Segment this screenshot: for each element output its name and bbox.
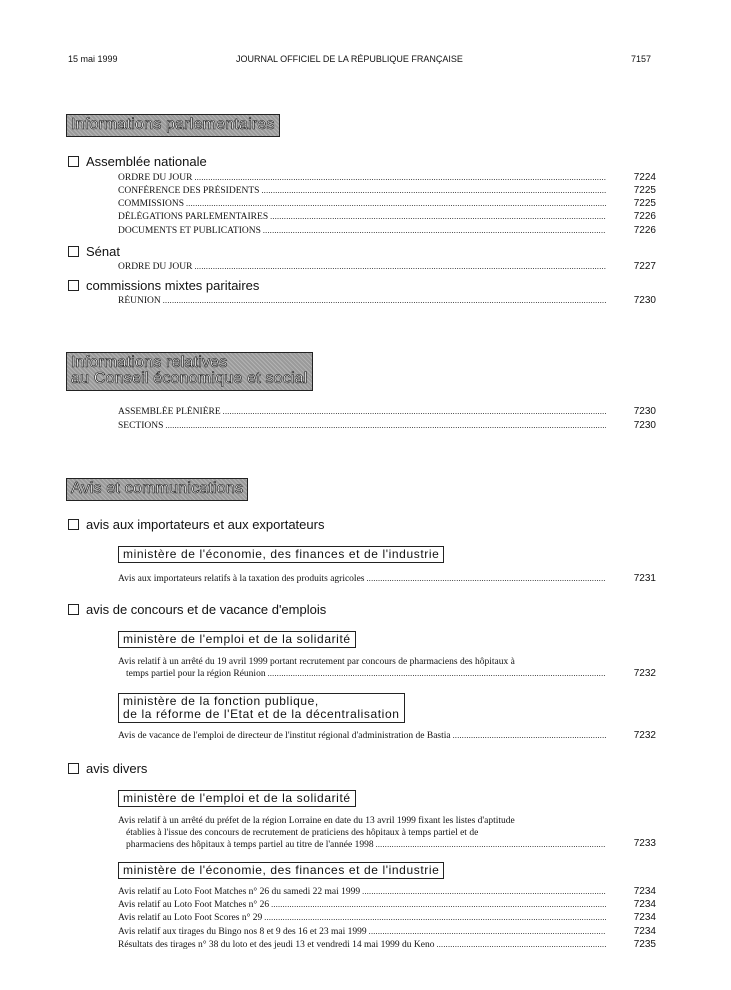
dot-leader xyxy=(194,172,606,184)
notice-paragraph xyxy=(118,656,606,680)
entry-label: SECTIONS xyxy=(118,421,164,431)
ministry-label: ministère de l'économie, des finances et de l'industrie xyxy=(123,547,440,561)
dot-leader xyxy=(194,261,606,273)
entry-label: Avis relatif au Loto Foot Matches n° 26 xyxy=(118,900,270,910)
toc-entry xyxy=(118,926,606,938)
ministry-heading xyxy=(118,693,405,723)
ministry-heading xyxy=(118,790,356,807)
banner-conseil-economique xyxy=(66,352,313,391)
section-avis-concours xyxy=(68,602,326,617)
toc-entry xyxy=(118,939,606,951)
section-title: avis de concours et de vacance d'emplois xyxy=(86,602,327,617)
section-title: avis aux importateurs et aux exportateurs xyxy=(86,517,325,532)
ministry-label: ministère de la fonction publique, xyxy=(123,694,319,708)
checkbox-icon xyxy=(68,604,79,615)
paragraph-line xyxy=(118,839,606,851)
entry-page: 7234 xyxy=(633,926,656,937)
dot-leader xyxy=(369,926,606,938)
entry-label: ORDRE DU JOUR xyxy=(118,262,193,272)
entry-label: ORDRE DU JOUR xyxy=(118,173,193,183)
dot-leader xyxy=(165,420,606,432)
banner-label: Informations relatives xyxy=(71,354,228,371)
section-commissions-mixtes xyxy=(68,278,259,293)
dot-leader xyxy=(367,573,607,585)
toc-entry xyxy=(118,912,606,924)
toc-entry xyxy=(118,899,606,911)
entry-label: RÉUNION xyxy=(118,296,161,306)
paragraph-line xyxy=(118,668,606,680)
checkbox-icon xyxy=(68,519,79,530)
entry-label: COMMISSIONS xyxy=(118,199,184,209)
entry-label: Avis relatif au Loto Foot Scores n° 29 xyxy=(118,913,263,923)
dot-leader xyxy=(264,912,606,924)
entry-page: 7234 xyxy=(633,886,656,897)
entry-page: 7225 xyxy=(633,198,656,209)
ministry-label: ministère de l'économie, des finances et de l'industrie xyxy=(123,863,440,877)
banner-label: au Conseil économique et social xyxy=(71,370,308,387)
ministry-label: ministère de l'emploi et de la solidarité xyxy=(123,791,351,805)
dot-leader xyxy=(270,211,606,223)
entry-page: 7232 xyxy=(633,730,656,741)
toc-entry xyxy=(118,886,606,898)
entry-label: DÉLÉGATIONS PARLEMENTAIRES xyxy=(118,212,269,222)
entry-page: 7235 xyxy=(633,939,656,950)
toc-entry xyxy=(118,295,606,307)
dot-leader xyxy=(376,839,606,851)
banner-avis-communications xyxy=(66,478,248,501)
dot-leader xyxy=(223,406,606,418)
header-date: 15 mai 1999 xyxy=(68,54,118,64)
checkbox-icon xyxy=(68,156,79,167)
entry-label: CONFÉRENCE DES PRÉSIDENTS xyxy=(118,186,260,196)
section-title: Assemblée nationale xyxy=(86,154,207,169)
notice-paragraph xyxy=(118,815,606,851)
section-senat xyxy=(68,244,120,259)
paragraph-line: Avis relatif à un arrêté du 19 avril 1999 portant recrutement par concours de pharmaciens des hôpitaux à xyxy=(118,657,515,667)
entry-page: 7234 xyxy=(633,899,656,910)
paragraph-line: établies à l'issue des concours de recrutement de praticiens des hôpitaux à temps partiel et de xyxy=(126,828,479,838)
entry-page: 7226 xyxy=(633,211,656,222)
checkbox-icon xyxy=(68,246,79,257)
section-title: avis divers xyxy=(86,761,148,776)
toc-entry xyxy=(118,406,606,418)
entry-page: 7232 xyxy=(633,668,656,679)
toc-entry xyxy=(118,211,606,223)
section-assemblee-nationale xyxy=(68,154,207,169)
dot-leader xyxy=(261,185,606,197)
entry-page: 7233 xyxy=(633,838,656,849)
ministry-label: de la réforme de l'Etat et de la décentralisation xyxy=(123,707,400,721)
entry-label: ASSEMBLÉE PLÉNIÈRE xyxy=(118,407,221,417)
dot-leader xyxy=(436,939,606,951)
toc-entry xyxy=(118,185,606,197)
entry-page: 7230 xyxy=(633,420,656,431)
ministry-heading xyxy=(118,546,444,563)
toc-entry xyxy=(118,730,606,742)
toc-entry xyxy=(118,573,606,585)
entry-page: 7230 xyxy=(633,295,656,306)
checkbox-icon xyxy=(68,763,79,774)
dot-leader xyxy=(453,730,606,742)
dot-leader xyxy=(186,198,606,210)
entry-page: 7224 xyxy=(633,172,656,183)
entry-page: 7231 xyxy=(633,573,656,584)
dot-leader xyxy=(268,668,606,680)
entry-label: Avis relatif au Loto Foot Matches n° 26 du samedi 22 mai 1999 xyxy=(118,887,361,897)
toc-entry xyxy=(118,172,606,184)
entry-label: Avis relatif aux tirages du Bingo nos 8 et 9 des 16 et 23 mai 1999 xyxy=(118,927,367,937)
toc-entry xyxy=(118,225,606,237)
section-title: commissions mixtes paritaires xyxy=(86,278,260,293)
toc-entry xyxy=(118,198,606,210)
dot-leader xyxy=(163,295,606,307)
paragraph-line: Avis relatif à un arrêté du préfet de la région Lorraine en date du 13 avril 1999 fixant les listes d'aptitude xyxy=(118,816,515,826)
header-page-number: 7157 xyxy=(631,54,652,64)
section-title: Sénat xyxy=(86,244,120,259)
section-avis-importateurs xyxy=(68,517,324,532)
toc-entry xyxy=(118,420,606,432)
section-avis-divers xyxy=(68,761,147,776)
entry-page: 7226 xyxy=(633,225,656,236)
entry-page: 7230 xyxy=(633,406,656,417)
checkbox-icon xyxy=(68,280,79,291)
ministry-heading xyxy=(118,862,444,879)
banner-label: Informations parlementaires xyxy=(71,116,275,133)
dot-leader xyxy=(263,225,606,237)
entry-page: 7234 xyxy=(633,912,656,923)
banner-informations-parlementaires xyxy=(66,114,280,137)
dot-leader xyxy=(271,899,606,911)
paragraph-text: temps partiel pour la région Réunion xyxy=(126,669,266,679)
ministry-label: ministère de l'emploi et de la solidarité xyxy=(123,632,351,646)
entry-label: DOCUMENTS ET PUBLICATIONS xyxy=(118,226,261,236)
ministry-heading xyxy=(118,631,356,648)
header-title: JOURNAL OFFICIEL DE LA RÉPUBLIQUE FRANÇAISE xyxy=(236,54,463,64)
entry-label: Avis de vacance de l'emploi de directeur de l'institut régional d'administration de Bastia xyxy=(118,731,451,741)
toc-entry xyxy=(118,261,606,273)
paragraph-text: pharmaciens des hôpitaux à temps partiel au titre de l'année 1998 xyxy=(126,840,374,850)
entry-page: 7225 xyxy=(633,185,656,196)
entry-label: Résultats des tirages n° 38 du loto et des jeudi 13 et vendredi 14 mai 1999 du Keno xyxy=(118,940,435,950)
entry-label: Avis aux importateurs relatifs à la taxation des produits agricoles xyxy=(118,574,365,584)
banner-label: Avis et communications xyxy=(71,480,244,497)
dot-leader xyxy=(362,886,606,898)
entry-page: 7227 xyxy=(633,261,656,272)
